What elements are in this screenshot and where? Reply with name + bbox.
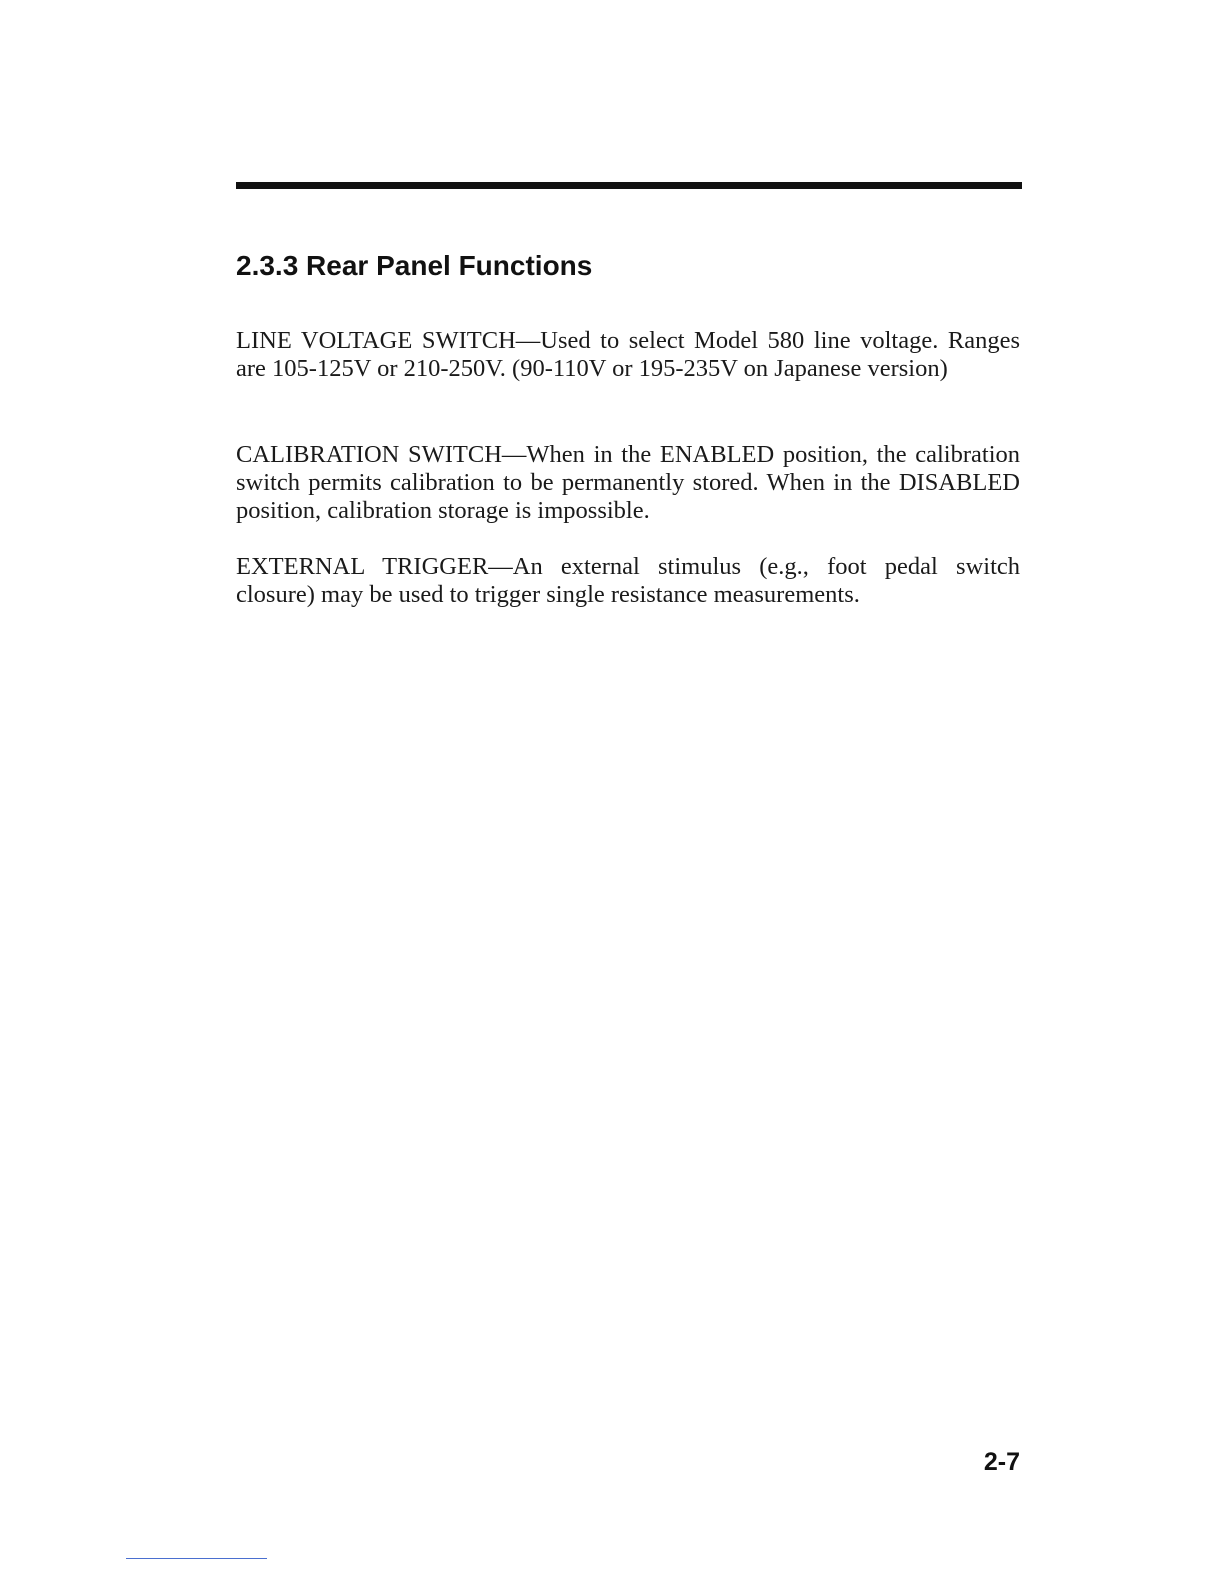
footer-rule [126, 1558, 267, 1559]
page-number: 2-7 [983, 1448, 1020, 1476]
section-heading: 2.3.3 Rear Panel Functions [236, 250, 593, 281]
paragraph-external-trigger: EXTERNAL TRIGGER—An external stimulus (e.g., foot pedal switch closure) may be used to trigger single resistance measurements. [236, 553, 1020, 608]
header-rule [236, 182, 1022, 189]
paragraph-line-voltage-switch: LINE VOLTAGE SWITCH—Used to select Model 580 line voltage. Ranges are 105-125V or 210-250V. (90-110V or 195-235V on Japanese version) [236, 327, 1020, 382]
paragraph-calibration-switch: CALIBRATION SWITCH—When in the ENABLED position, the calibration switch permits calibration to be permanently stored. When in the DISABLED position, calibration storage is impossible. [236, 441, 1020, 524]
